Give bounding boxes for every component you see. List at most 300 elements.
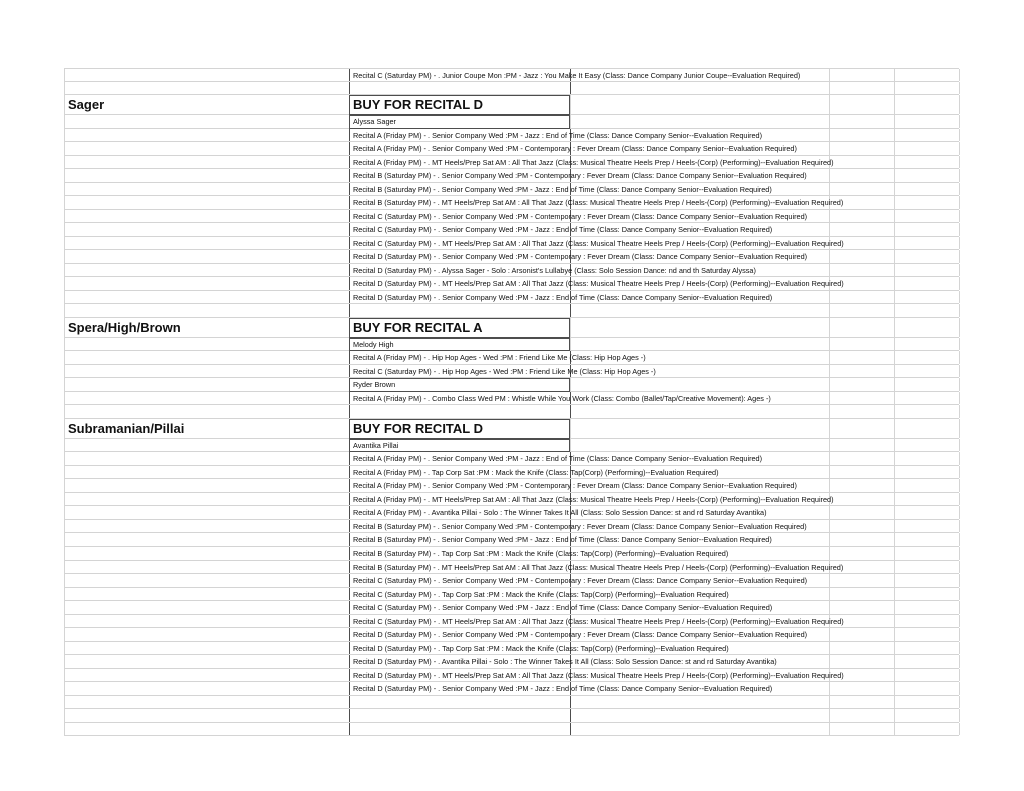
grid-line — [959, 365, 960, 378]
grid-line — [829, 439, 830, 452]
grid-line — [349, 696, 350, 709]
grid-line — [959, 479, 960, 492]
grid-line — [959, 250, 960, 263]
grid-line — [959, 709, 960, 722]
class-entry: Recital A (Friday PM) - . Senior Company Wed :PM - Jazz : End of Time (Class: Dance Company Senior--Evaluation Required) — [353, 130, 763, 140]
grid-line — [64, 69, 65, 81]
class-entry: Recital A (Friday PM) - . Senior Company Wed :PM - Contemporary : Fever Dream (Class: Dance Company Senior--Evaluation Required) — [353, 481, 797, 491]
grid-line — [570, 439, 571, 452]
grid-line — [349, 574, 350, 587]
class-entry: Recital D (Saturday PM) - . Avantika Pillai - Solo : The Winner Takes It All (Class: Solo Session Dance: st and rd Saturday Avantika) — [353, 657, 777, 667]
table-row[interactable] — [64, 506, 959, 520]
grid-line — [959, 628, 960, 641]
grid-line — [894, 392, 895, 405]
grid-line — [959, 615, 960, 628]
grid-line — [894, 365, 895, 378]
grid-line — [959, 378, 960, 391]
class-entry: Recital A (Friday PM) - . Hip Hop Ages - Wed :PM : Friend Like Me (Class: Hip Hop Ages -) — [353, 353, 646, 363]
grid-line — [829, 304, 830, 317]
grid-line — [349, 169, 350, 182]
grid-line — [829, 628, 830, 641]
grid-line — [64, 452, 65, 465]
grid-line — [959, 723, 960, 736]
grid-line — [829, 183, 830, 196]
table-row[interactable] — [64, 466, 959, 480]
grid-line — [894, 615, 895, 628]
table-row[interactable] — [64, 588, 959, 602]
grid-line — [894, 547, 895, 560]
grid-line — [64, 520, 65, 533]
table-row[interactable] — [64, 129, 959, 143]
table-row[interactable] — [64, 378, 959, 392]
table-row[interactable] — [64, 601, 959, 615]
grid-line — [959, 169, 960, 182]
grid-line — [570, 115, 571, 128]
table-row[interactable] — [64, 351, 959, 365]
grid-line — [894, 405, 895, 418]
dancer-name: Avantika Pillai — [353, 440, 399, 450]
grid-line — [349, 723, 350, 736]
grid-line — [349, 615, 350, 628]
grid-line — [64, 574, 65, 587]
grid-line — [64, 156, 65, 169]
grid-line — [570, 318, 571, 337]
grid-line — [829, 338, 830, 351]
dancer-name: Alyssa Sager — [353, 117, 396, 127]
table-row[interactable] — [64, 533, 959, 547]
grid-line — [959, 338, 960, 351]
grid-line — [894, 156, 895, 169]
grid-line — [64, 277, 65, 290]
grid-line — [64, 378, 65, 391]
grid-line — [894, 378, 895, 391]
class-entry: Recital C (Saturday PM) - . Hip Hop Ages - Wed :PM : Friend Like Me (Class: Hip Hop Ages -) — [353, 366, 656, 376]
grid-line — [64, 142, 65, 155]
class-entry: Recital B (Saturday PM) - . Senior Company Wed :PM - Jazz : End of Time (Class: Dance Company Senior--Evaluation Required) — [353, 535, 772, 545]
table-row[interactable] — [64, 642, 959, 656]
grid-line — [64, 115, 65, 128]
grid-line — [64, 223, 65, 236]
class-entry: Recital B (Saturday PM) - . Senior Company Wed :PM - Contemporary : Fever Dream (Class: Dance Company Senior--Evaluation Required) — [353, 521, 807, 531]
grid-line — [894, 304, 895, 317]
table-row[interactable] — [64, 682, 959, 696]
grid-line — [959, 520, 960, 533]
table-row[interactable] — [64, 264, 959, 278]
grid-line — [64, 405, 65, 418]
grid-line — [959, 183, 960, 196]
table-row[interactable] — [64, 142, 959, 156]
grid-line — [64, 669, 65, 682]
grid-line — [829, 574, 830, 587]
family-header-row[interactable] — [64, 419, 959, 439]
grid-line — [959, 304, 960, 317]
class-entry: Recital C (Saturday PM) - . Senior Company Wed :PM - Contemporary : Fever Dream (Class: Dance Company Senior--Evaluation Required) — [353, 576, 808, 586]
grid-line — [959, 115, 960, 128]
grid-line — [349, 479, 350, 492]
grid-line — [64, 601, 65, 614]
grid-line — [894, 601, 895, 614]
grid-line — [959, 601, 960, 614]
grid-line — [570, 304, 571, 317]
grid-line — [64, 655, 65, 668]
grid-line — [894, 506, 895, 519]
grid-line — [959, 69, 960, 81]
grid-line — [894, 82, 895, 95]
grid-line — [64, 95, 65, 114]
grid-line — [894, 237, 895, 250]
buy-for-recital-header: BUY FOR RECITAL A — [353, 319, 483, 335]
grid-line — [349, 156, 350, 169]
grid-line — [959, 291, 960, 304]
grid-line — [829, 452, 830, 465]
grid-line — [829, 95, 830, 114]
class-entry: Recital A (Friday PM) - . MT Heels/Prep Sat AM : All That Jazz (Class: Musical Theatre Heels Prep / Heels-(Corp) (Performing)--Evaluation Required) — [353, 494, 834, 504]
grid-line — [959, 82, 960, 95]
grid-line — [64, 506, 65, 519]
grid-line — [829, 533, 830, 546]
table-row[interactable] — [64, 277, 959, 291]
grid-line — [64, 419, 65, 438]
grid-line — [959, 142, 960, 155]
grid-line — [64, 169, 65, 182]
grid-line — [959, 696, 960, 709]
grid-line — [959, 237, 960, 250]
grid-line — [349, 588, 350, 601]
grid-line — [570, 338, 571, 351]
table-row[interactable] — [64, 196, 959, 210]
grid-line — [349, 304, 350, 317]
grid-line — [64, 365, 65, 378]
grid-line — [959, 533, 960, 546]
table-row[interactable] — [64, 338, 959, 352]
grid-line — [570, 723, 571, 736]
class-entry: Recital B (Saturday PM) - . MT Heels/Prep Sat AM : All That Jazz (Class: Musical Theatre Heels Prep / Heels-(Corp) (Performing)--Evaluation Required) — [353, 198, 844, 208]
grid-line — [349, 628, 350, 641]
grid-line — [894, 291, 895, 304]
family-name: Spera/High/Brown — [68, 319, 181, 335]
class-entry: Recital D (Saturday PM) - . MT Heels/Prep Sat AM : All That Jazz (Class: Musical Theatre Heels Prep / Heels-(Corp) (Performing)--Evaluation Required) — [353, 279, 844, 289]
grid-line — [894, 723, 895, 736]
grid-line — [349, 561, 350, 574]
grid-line — [829, 250, 830, 263]
grid-line — [570, 95, 571, 114]
grid-line — [829, 655, 830, 668]
grid-line — [349, 601, 350, 614]
grid-line — [349, 264, 350, 277]
grid-line — [349, 452, 350, 465]
grid-line — [349, 642, 350, 655]
dancer-name: Ryder Brown — [353, 380, 396, 390]
family-name: Sager — [68, 97, 105, 113]
grid-line — [64, 533, 65, 546]
table-row[interactable] — [64, 115, 959, 129]
grid-line — [894, 452, 895, 465]
class-entry: Recital C (Saturday PM) - . Senior Company Wed :PM - Jazz : End of Time (Class: Dance Company Senior--Evaluation Required) — [353, 603, 773, 613]
table-row[interactable] — [64, 615, 959, 629]
grid-line — [829, 318, 830, 337]
grid-line — [829, 69, 830, 81]
grid-line — [570, 82, 571, 95]
grid-line — [959, 655, 960, 668]
grid-line — [64, 642, 65, 655]
grid-line — [894, 466, 895, 479]
grid-line — [829, 291, 830, 304]
grid-line — [894, 223, 895, 236]
grid-line — [894, 95, 895, 114]
blank-row[interactable] — [64, 405, 959, 419]
grid-line — [894, 250, 895, 263]
class-entry: Recital A (Friday PM) - . Senior Company Wed :PM - Contemporary : Fever Dream (Class: Dance Company Senior--Evaluation Required) — [353, 144, 797, 154]
class-entry: Recital C (Saturday PM) - . Junior Coupe Mon :PM - Jazz : You Make It Easy (Class: Dance Company Junior Coupe--Evaluation Required) — [353, 71, 801, 80]
grid-line — [959, 439, 960, 452]
class-entry: Recital C (Saturday PM) - . Senior Company Wed :PM - Jazz : End of Time (Class: Dance Company Senior--Evaluation Required) — [353, 225, 773, 235]
grid-line — [570, 709, 571, 722]
grid-line — [894, 574, 895, 587]
table-row[interactable] — [64, 365, 959, 379]
grid-line — [64, 439, 65, 452]
table-row[interactable] — [64, 655, 959, 669]
grid-line — [894, 196, 895, 209]
grid-line — [64, 237, 65, 250]
grid-line — [959, 156, 960, 169]
buy-for-recital-header: BUY FOR RECITAL D — [353, 420, 484, 436]
grid-line — [64, 250, 65, 263]
family-header-row[interactable] — [64, 95, 959, 115]
table-row[interactable] — [64, 237, 959, 251]
grid-line — [959, 264, 960, 277]
grid-line — [829, 479, 830, 492]
grid-line — [349, 466, 350, 479]
grid-line — [959, 642, 960, 655]
grid-line — [64, 196, 65, 209]
table-row[interactable] — [64, 479, 959, 493]
table-row[interactable] — [64, 250, 959, 264]
grid-line — [894, 669, 895, 682]
grid-line — [349, 520, 350, 533]
grid-line — [829, 601, 830, 614]
grid-line — [894, 264, 895, 277]
grid-line — [829, 696, 830, 709]
grid-line — [349, 405, 350, 418]
grid-line — [959, 405, 960, 418]
grid-line — [959, 196, 960, 209]
class-entry: Recital B (Saturday PM) - . MT Heels/Prep Sat AM : All That Jazz (Class: Musical Theatre Heels Prep / Heels-(Corp) (Performing)--Evaluation Required) — [353, 562, 844, 572]
grid-line — [349, 655, 350, 668]
grid-line — [349, 291, 350, 304]
grid-line — [894, 588, 895, 601]
class-entry: Recital A (Friday PM) - . MT Heels/Prep Sat AM : All That Jazz (Class: Musical Theatre Heels Prep / Heels-(Corp) (Performing)--Evaluation Required) — [353, 157, 834, 167]
dancer-name: Melody High — [353, 339, 394, 349]
grid-line — [64, 318, 65, 337]
grid-line — [959, 392, 960, 405]
grid-line — [349, 669, 350, 682]
grid-line — [349, 351, 350, 364]
grid-line — [64, 561, 65, 574]
grid-line — [570, 378, 571, 391]
blank-row[interactable] — [64, 82, 959, 96]
grid-line — [64, 696, 65, 709]
class-entry: Recital C (Saturday PM) - . MT Heels/Prep Sat AM : All That Jazz (Class: Musical Theatre Heels Prep / Heels-(Corp) (Performing)--Evaluation Required) — [353, 616, 844, 626]
class-entry: Recital D (Saturday PM) - . Alyssa Sager - Solo : Arsonist's Lullabye (Class: Solo Session Dance: nd and th Saturday Alyssa) — [353, 265, 756, 275]
table-row[interactable] — [64, 169, 959, 183]
grid-line — [959, 223, 960, 236]
blank-row[interactable] — [64, 696, 959, 710]
grid-line — [829, 378, 830, 391]
grid-line — [829, 723, 830, 736]
grid-line — [829, 82, 830, 95]
grid-line — [64, 493, 65, 506]
table-row[interactable] — [64, 439, 959, 453]
class-entry: Recital C (Saturday PM) - . Tap Corp Sat :PM : Mack the Knife (Class: Tap(Corp) (Performing)--Evaluation Required) — [353, 589, 729, 599]
grid-line — [64, 466, 65, 479]
class-entry: Recital C (Saturday PM) - . Senior Company Wed :PM - Contemporary : Fever Dream (Class: Dance Company Senior--Evaluation Required) — [353, 211, 808, 221]
grid-line — [570, 419, 571, 438]
grid-line — [959, 547, 960, 560]
grid-line — [959, 277, 960, 290]
grid-line — [64, 264, 65, 277]
grid-line — [959, 419, 960, 438]
grid-line — [349, 506, 350, 519]
table-row[interactable] — [64, 628, 959, 642]
spreadsheet-page — [64, 68, 959, 736]
grid-line — [894, 69, 895, 81]
blank-row[interactable] — [64, 304, 959, 318]
grid-line — [349, 69, 350, 81]
grid-line — [894, 696, 895, 709]
buy-for-recital-header: BUY FOR RECITAL D — [353, 97, 484, 113]
grid-line — [349, 533, 350, 546]
grid-line — [64, 304, 65, 317]
grid-line — [829, 223, 830, 236]
grid-line — [349, 365, 350, 378]
grid-line — [64, 338, 65, 351]
grid-line — [64, 82, 65, 95]
grid-line — [829, 466, 830, 479]
grid-line — [64, 547, 65, 560]
grid-line — [64, 723, 65, 736]
grid-line — [894, 351, 895, 364]
grid-line — [349, 392, 350, 405]
class-entry: Recital D (Saturday PM) - . Senior Company Wed :PM - Contemporary : Fever Dream (Class: Dance Company Senior--Evaluation Required) — [353, 630, 808, 640]
table-row[interactable] — [64, 574, 959, 588]
grid-line — [894, 628, 895, 641]
grid-line — [894, 561, 895, 574]
grid-line — [829, 520, 830, 533]
grid-line — [894, 419, 895, 438]
grid-line — [829, 264, 830, 277]
grid-line — [894, 439, 895, 452]
table-row[interactable] — [64, 561, 959, 575]
grid-line — [64, 479, 65, 492]
grid-line — [64, 291, 65, 304]
grid-line — [959, 588, 960, 601]
table-row[interactable] — [64, 392, 959, 406]
table-row[interactable] — [64, 183, 959, 197]
grid-line — [829, 547, 830, 560]
grid-line — [894, 277, 895, 290]
grid-line — [894, 129, 895, 142]
grid-line — [894, 338, 895, 351]
grid-line — [894, 479, 895, 492]
table-row[interactable] — [64, 156, 959, 170]
blank-row[interactable] — [64, 723, 959, 737]
class-entry: Recital B (Saturday PM) - . Tap Corp Sat :PM : Mack the Knife (Class: Tap(Corp) (Performing)--Evaluation Required) — [353, 548, 729, 558]
grid-line — [959, 493, 960, 506]
grid-line — [64, 682, 65, 695]
grid-line — [829, 210, 830, 223]
grid-line — [894, 533, 895, 546]
grid-line — [959, 682, 960, 695]
grid-line — [894, 682, 895, 695]
family-header-row[interactable] — [64, 318, 959, 338]
grid-line — [349, 493, 350, 506]
grid-line — [349, 196, 350, 209]
class-entry: Recital C (Saturday PM) - . MT Heels/Prep Sat AM : All That Jazz (Class: Musical Theatre Heels Prep / Heels-(Corp) (Performing)--Evaluation Required) — [353, 238, 844, 248]
table-row[interactable] — [64, 291, 959, 305]
grid-line — [894, 115, 895, 128]
grid-line — [64, 628, 65, 641]
grid-line — [959, 95, 960, 114]
grid-line — [894, 318, 895, 337]
grid-line — [894, 520, 895, 533]
grid-line — [894, 210, 895, 223]
grid-line — [959, 574, 960, 587]
grid-line — [894, 142, 895, 155]
grid-line — [349, 82, 350, 95]
class-entry: Recital B (Saturday PM) - . Senior Company Wed :PM - Jazz : End of Time (Class: Dance Company Senior--Evaluation Required) — [353, 184, 772, 194]
table-row[interactable] — [64, 669, 959, 683]
table-row[interactable] — [64, 452, 959, 466]
grid-line — [829, 709, 830, 722]
table-row[interactable] — [64, 520, 959, 534]
grid-line — [959, 561, 960, 574]
grid-line — [829, 129, 830, 142]
grid-line — [64, 392, 65, 405]
class-entry: Recital A (Friday PM) - . Combo Class Wed PM : Whistle While You Work (Class: Combo (Ballet/Tap/Creative Movement): Ages -) — [353, 393, 771, 403]
grid-line — [349, 223, 350, 236]
grid-line — [829, 169, 830, 182]
grid-line — [959, 466, 960, 479]
grid-line — [64, 183, 65, 196]
grid-line — [829, 588, 830, 601]
grid-line — [349, 709, 350, 722]
grid-line — [829, 365, 830, 378]
table-row[interactable] — [64, 547, 959, 561]
grid-line — [829, 682, 830, 695]
class-entry: Recital B (Saturday PM) - . Senior Company Wed :PM - Contemporary : Fever Dream (Class: Dance Company Senior--Evaluation Required) — [353, 171, 807, 181]
table-row[interactable] — [64, 493, 959, 507]
grid-line — [959, 669, 960, 682]
grid-line — [959, 210, 960, 223]
grid-line — [894, 169, 895, 182]
grid-line — [349, 682, 350, 695]
blank-row[interactable] — [64, 709, 959, 723]
grid-line — [894, 183, 895, 196]
table-row[interactable] — [64, 223, 959, 237]
table-row[interactable] — [64, 68, 959, 82]
class-entry: Recital A (Friday PM) - . Senior Company Wed :PM - Jazz : End of Time (Class: Dance Company Senior--Evaluation Required) — [353, 454, 763, 464]
grid-line — [829, 506, 830, 519]
class-entry: Recital D (Saturday PM) - . Tap Corp Sat :PM : Mack the Knife (Class: Tap(Corp) (Performing)--Evaluation Required) — [353, 643, 729, 653]
grid-line — [64, 615, 65, 628]
grid-line — [959, 351, 960, 364]
grid-line — [570, 405, 571, 418]
grid-line — [829, 642, 830, 655]
class-entry: Recital D (Saturday PM) - . Senior Company Wed :PM - Contemporary : Fever Dream (Class: Dance Company Senior--Evaluation Required) — [353, 252, 808, 262]
family-name: Subramanian/Pillai — [68, 420, 185, 436]
table-row[interactable] — [64, 210, 959, 224]
grid-line — [959, 452, 960, 465]
